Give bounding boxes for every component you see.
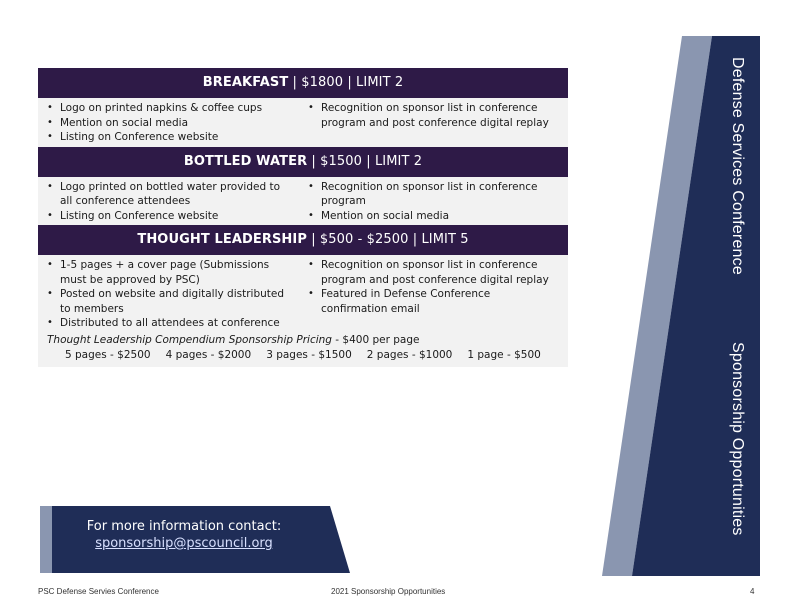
sidebar-subtitle: Sponsorship Opportunities (729, 342, 746, 536)
page-number: 4 (750, 587, 755, 596)
list-item: • Mention on social media (42, 116, 289, 131)
contact-box (55, 518, 313, 552)
list-item: • Listing on Conference website (42, 130, 289, 145)
list-item: • Posted on website and digitally distributed to members (42, 287, 289, 316)
breakfast-body (38, 98, 568, 147)
footer-center: 2021 Sponsorship Opportunities (331, 587, 446, 596)
pricing-tier: 4 pages - $2000 (165, 348, 252, 361)
thought-leadership-body (38, 255, 568, 333)
pricing-tier: 3 pages - $1500 (266, 348, 352, 361)
list-item: • Listing on Conference website (42, 209, 289, 224)
list-item: • Mention on social media (303, 209, 558, 224)
compendium-pricing (38, 333, 568, 367)
pricing-tier: 2 pages - $1000 (366, 348, 453, 361)
pricing-title (47, 333, 560, 348)
section-price: | $1500 | LIMIT 2 (307, 153, 423, 169)
list-item: • Recognition on sponsor list in conference program (303, 180, 558, 209)
contact-email-link[interactable]: sponsorship@pscouncil.org (95, 536, 273, 551)
pricing-title-rest: - $400 per page (331, 333, 420, 346)
bottled-water-body (38, 177, 568, 226)
section-title: THOUGHT LEADERSHIP (137, 232, 307, 247)
contact-label: For more information contact: (86, 519, 282, 534)
pricing-tier: 5 pages - $2500 (65, 348, 151, 361)
list-item: • Recognition on sponsor list in conference program and post conference digital replay (303, 258, 558, 287)
section-title: BREAKFAST (202, 75, 289, 90)
contact-accent (40, 506, 54, 573)
list-item: • 1-5 pages + a cover page (Submissions must be approved by PSC) (42, 258, 289, 287)
sidebar-title: Defense Services Conference (729, 57, 746, 275)
pricing-tiers (47, 348, 560, 363)
pricing-title-italic: Thought Leadership Compendium Sponsorship Pricing (47, 333, 332, 346)
bottled-water-header (38, 147, 568, 177)
thought-leadership-header (38, 225, 568, 255)
section-title: BOTTLED WATER (183, 153, 308, 169)
section-price: | $500 - $2500 | LIMIT 5 (306, 232, 469, 247)
list-item: • Recognition on sponsor list in conference program and post conference digital replay (303, 101, 558, 130)
list-item: • Logo printed on bottled water provided to all conference attendees (42, 180, 289, 209)
section-price: | $1800 | LIMIT 2 (288, 75, 404, 90)
footer-left: PSC Defense Servies Conference (38, 587, 159, 596)
sponsorship-table (38, 68, 568, 367)
pricing-tier: 1 page - $500 (467, 348, 541, 361)
list-item: • Distributed to all attendees at conference (42, 316, 289, 331)
list-item: • Logo on printed napkins & coffee cups (42, 101, 289, 116)
list-item: • Featured in Defense Conference confirmation email (303, 287, 558, 316)
breakfast-header (38, 68, 568, 98)
